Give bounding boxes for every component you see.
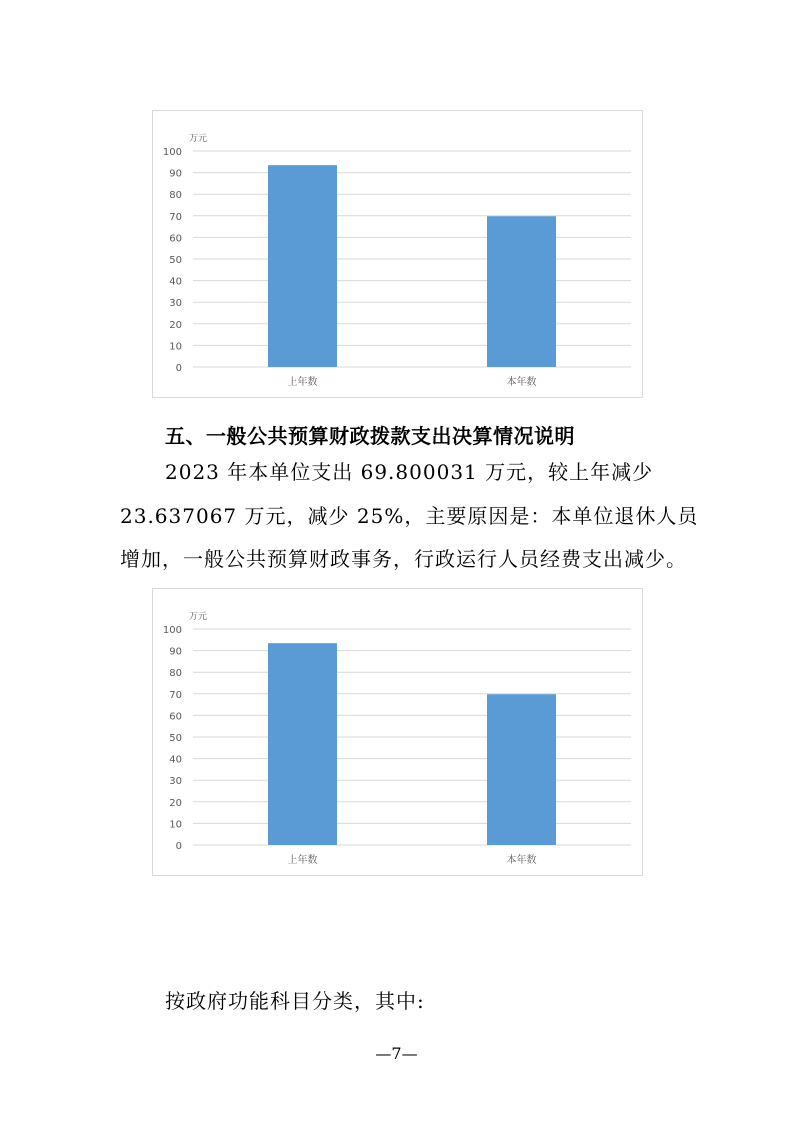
paragraph-line-1: 2023 年本单位支出 69.800031 万元，较上年减少	[165, 460, 654, 484]
classification-text: 按政府功能科目分类，其中:	[165, 989, 425, 1013]
y-tick-label: 60	[169, 711, 182, 723]
y-unit-label: 万元	[189, 134, 208, 144]
section-heading: 五、一般公共预算财政拨款支出决算情况说明	[165, 424, 575, 448]
y-unit-label: 万元	[189, 612, 208, 622]
y-tick-label: 80	[169, 668, 182, 680]
bar-本年数	[487, 694, 556, 845]
chart-1-svg	[153, 111, 642, 397]
y-tick-label: 10	[169, 819, 182, 831]
y-tick-label: 50	[169, 255, 182, 266]
y-tick-label: 100	[162, 625, 182, 636]
y-tick-label: 0	[175, 363, 182, 374]
y-tick-label: 40	[169, 276, 182, 288]
bar-上年数	[268, 165, 337, 367]
y-tick-label: 70	[169, 689, 182, 701]
y-tick-label: 40	[169, 754, 182, 766]
y-tick-label: 90	[169, 646, 182, 658]
bar-上年数	[268, 643, 337, 845]
y-tick-label: 100	[162, 147, 182, 158]
paragraph-line-3: 增加，一般公共预算财政事务，行政运行人员经费支出减少。	[120, 547, 687, 571]
x-category-label: 本年数	[506, 377, 537, 388]
y-tick-label: 30	[169, 776, 182, 788]
budget-chart-2	[152, 588, 643, 876]
y-tick-label: 20	[169, 319, 182, 331]
y-tick-label: 10	[169, 341, 182, 353]
x-category-label: 上年数	[287, 377, 318, 388]
y-tick-label: 50	[169, 733, 182, 744]
x-category-label: 上年数	[287, 855, 318, 866]
page-number: —7—	[375, 1044, 418, 1063]
x-category-label: 本年数	[506, 855, 537, 866]
y-tick-label: 0	[175, 841, 182, 852]
y-tick-label: 90	[169, 168, 182, 180]
y-tick-label: 20	[169, 797, 182, 809]
bar-本年数	[487, 216, 556, 367]
y-tick-label: 30	[169, 298, 182, 310]
y-tick-label: 60	[169, 233, 182, 245]
y-tick-label: 70	[169, 211, 182, 223]
budget-chart-1	[152, 110, 643, 398]
paragraph-line-2: 23.637067 万元，减少 25%，主要原因是：本单位退休人员	[120, 504, 699, 528]
chart-2-svg	[153, 589, 642, 875]
y-tick-label: 80	[169, 190, 182, 202]
